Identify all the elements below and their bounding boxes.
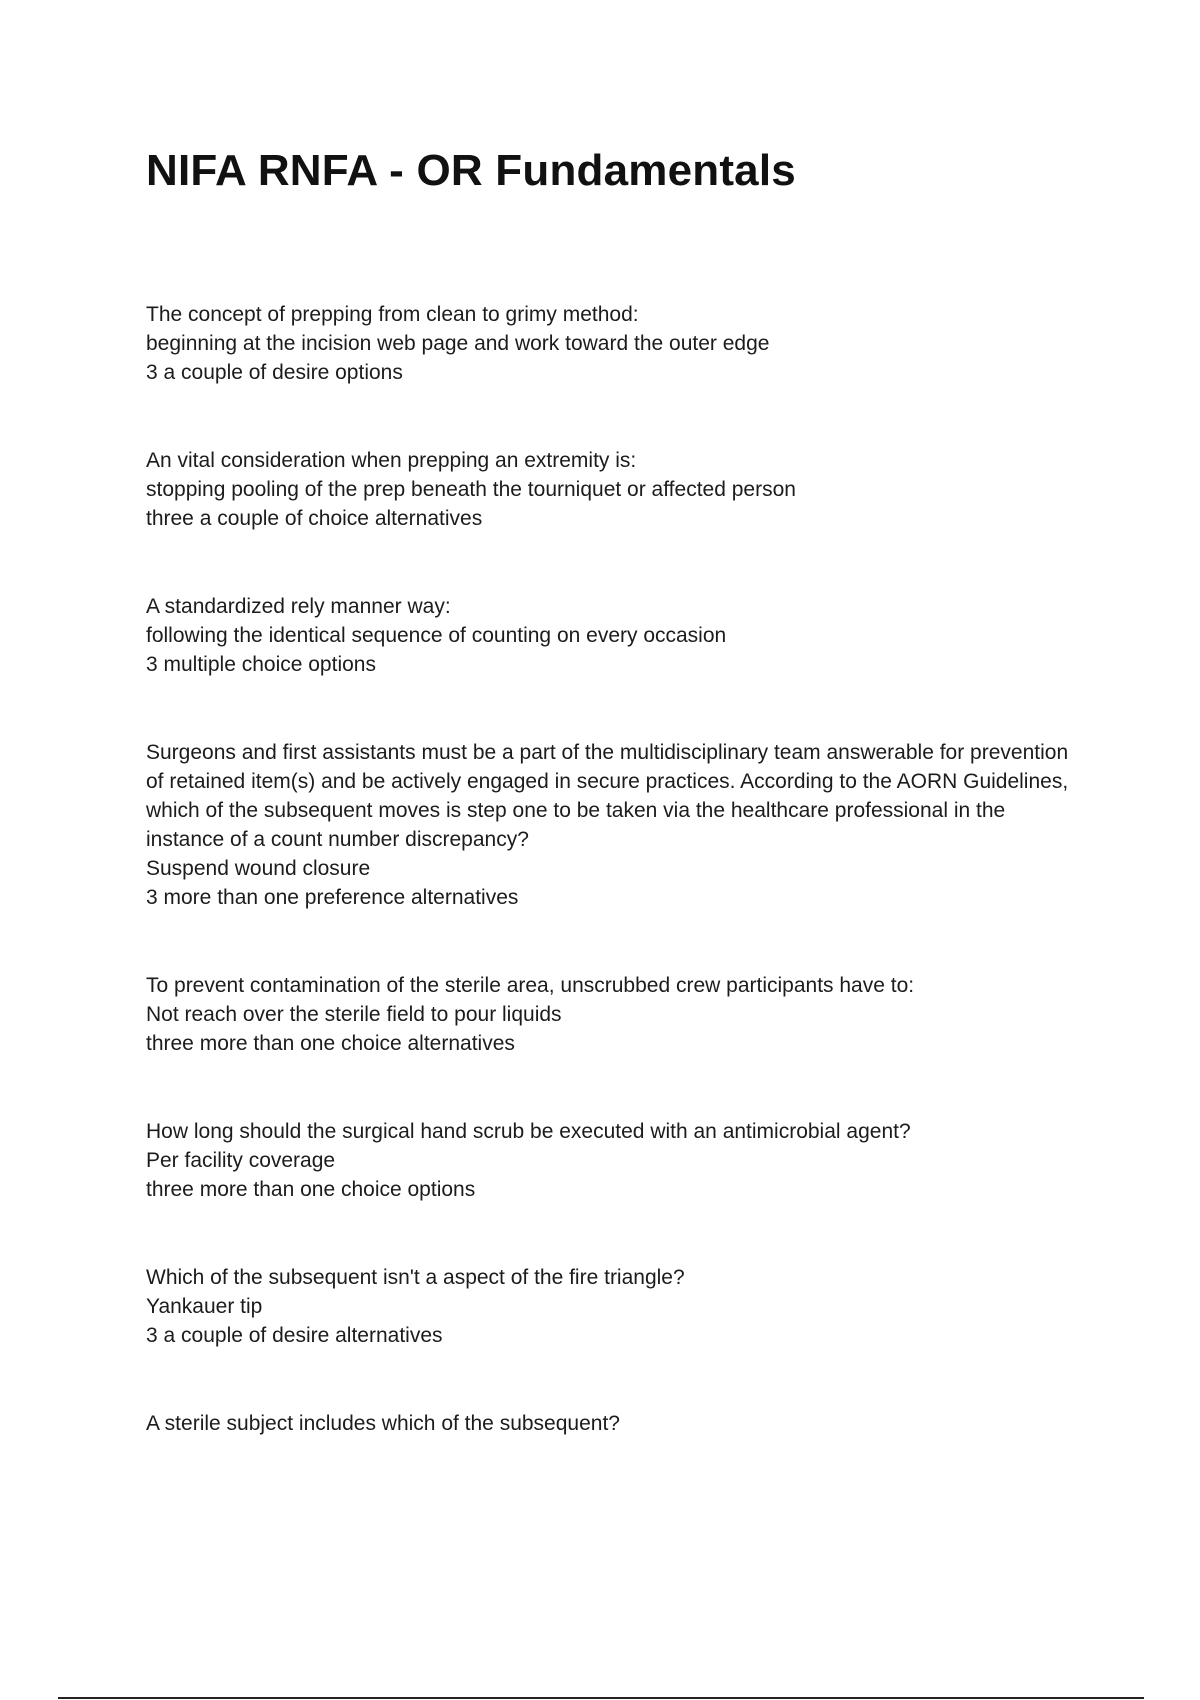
options-note: 3 a couple of desire alternatives [146,1324,443,1347]
options-note: three a couple of choice alternatives [146,507,483,530]
answer-text: following the identical sequence of counting on every occasion [146,624,727,647]
options-note: 3 a couple of desire options [146,361,403,384]
page-divider [58,1697,1144,1699]
page-title: NIFA RNFA - OR Fundamentals [146,146,796,195]
question-text: Which of the subsequent isn't a aspect of the fire triangle? [146,1266,685,1289]
question-text: A standardized rely manner way: [146,595,451,618]
options-note: three more than one choice options [146,1178,476,1201]
answer-text: Yankauer tip [146,1295,263,1318]
list-item [146,592,1086,679]
list-item [146,446,1086,533]
question-text: How long should the surgical hand scrub be executed with an antimicrobial agent? [146,1120,911,1143]
list-item [146,971,1086,1058]
answer-text: Per facility coverage [146,1149,336,1172]
list-item [146,1409,1086,1438]
list-item [146,300,1086,387]
answer-text: stopping pooling of the prep beneath the tourniquet or affected person [146,478,796,501]
answer-text: Not reach over the sterile field to pour liquids [146,1003,562,1026]
question-text: Surgeons and first assistants must be a part of the multidisciplinary team answerable for prevention of retained item(s) and be actively engaged in secure practices. According to the AORN Guidelines, which of the subsequent moves is step one to be taken via the healthcare professional in the instance of a count number discrepancy? [146,741,1069,851]
list-item [146,1117,1086,1204]
list-item [146,738,1086,912]
question-list [146,300,1086,1497]
options-note: 3 more than one preference alternatives [146,886,519,909]
options-note: 3 multiple choice options [146,653,376,676]
question-text: The concept of prepping from clean to grimy method: [146,303,639,326]
question-text: An vital consideration when prepping an extremity is: [146,449,637,472]
answer-text: beginning at the incision web page and work toward the outer edge [146,332,770,355]
answer-text: Suspend wound closure [146,857,371,880]
options-note: three more than one choice alternatives [146,1032,515,1055]
question-text: To prevent contamination of the sterile area, unscrubbed crew participants have to: [146,974,915,997]
list-item [146,1263,1086,1350]
question-text: A sterile subject includes which of the subsequent? [146,1412,620,1435]
